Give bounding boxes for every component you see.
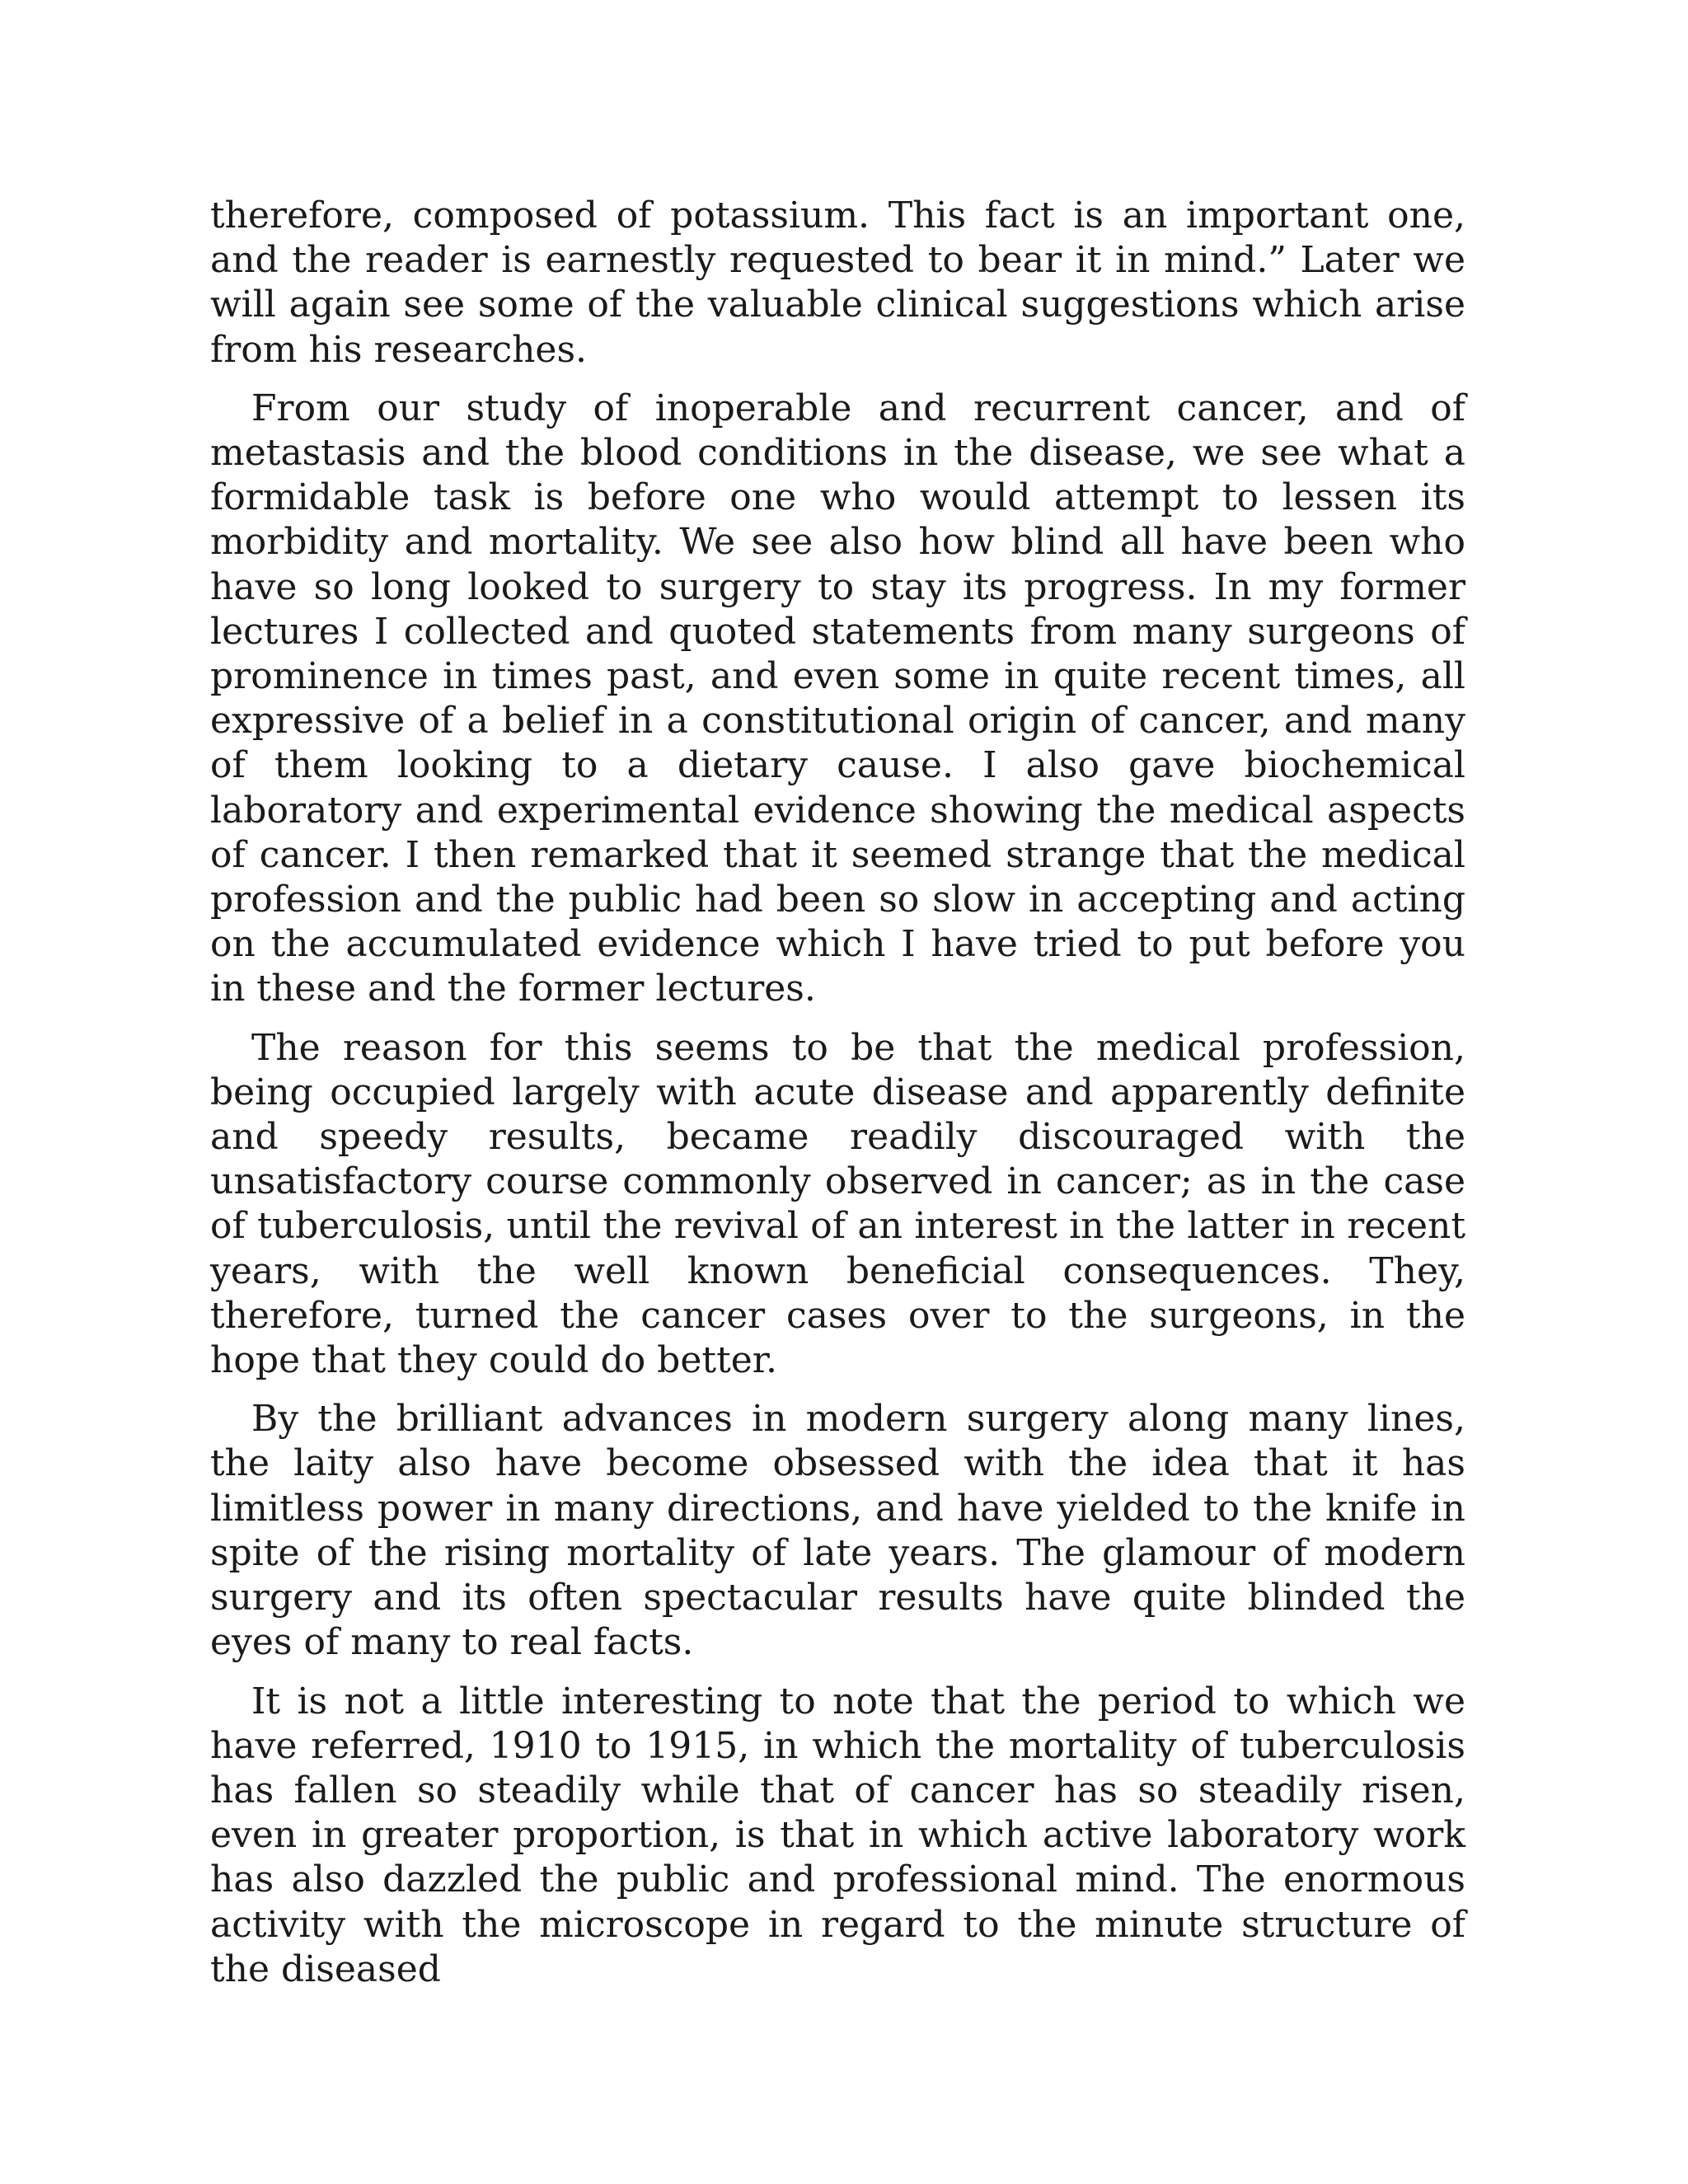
paragraph-medical-profession: The reason for this seems to be that the medical profession, being occupied largely with acute disease and apparently definite and speedy results, became readily discouraged with the unsatisfactory course commonly observed in cancer; as in the case of tuberculosis, until the revival of an interest in the latter in recent years, with the well known beneficial consequences. They, therefore, turned the cancer cases over to the surgeons, in the hope that they could do better. — [210, 1026, 1465, 1382]
paragraph-continuation: therefore, composed of potassium. This fact is an important one, and the reader is earnestly requested to bear it in mind.” Later we will again see some of the valuable clinical suggestions which arise from his researches. — [210, 194, 1465, 371]
paragraph-modern-surgery: By the brilliant advances in modern surgery along many lines, the laity also have become obsessed with the idea that it has limitless power in many directions, and have yielded to the knife in spite of the rising mortality of late years. The glamour of modern surgery and its often spectacular results have quite blinded the eyes of many to real facts. — [210, 1398, 1465, 1664]
paragraph-inoperable-cancer: From our study of inoperable and recurrent cancer, and of metastasis and the blood conditions in the disease, we see what a formidable task is before one who would attempt to lessen its morbidity and mortality. We see also how blind all have been who have so long looked to surgery to stay its progress. In my former lectures I collected and quoted statements from many surgeons of prominence in times past, and even some in quite recent times, all expressive of a belief in a constitutional origin of cancer, and many of them looking to a dietary cause. I also gave biochemical laboratory and experimental evidence showing the medical aspects of cancer. I then remarked that it seemed strange that the medical profession and the public had been so slow in accepting and acting on the accumulated evidence which I have tried to put before you in these and the former lectures. — [210, 387, 1465, 1010]
paragraph-laboratory-period: It is not a little interesting to note that the period to which we have referred, 1910 to 1915, in which the mortality of tuberculosis has fallen so steadily while that of cancer has so steadily risen, even in greater proportion, is that in which active laboratory work has also dazzled the public and professional mind. The enormous activity with the microscope in regard to the minute structure of the diseased — [210, 1680, 1465, 1990]
book-page-text — [210, 194, 1465, 2006]
